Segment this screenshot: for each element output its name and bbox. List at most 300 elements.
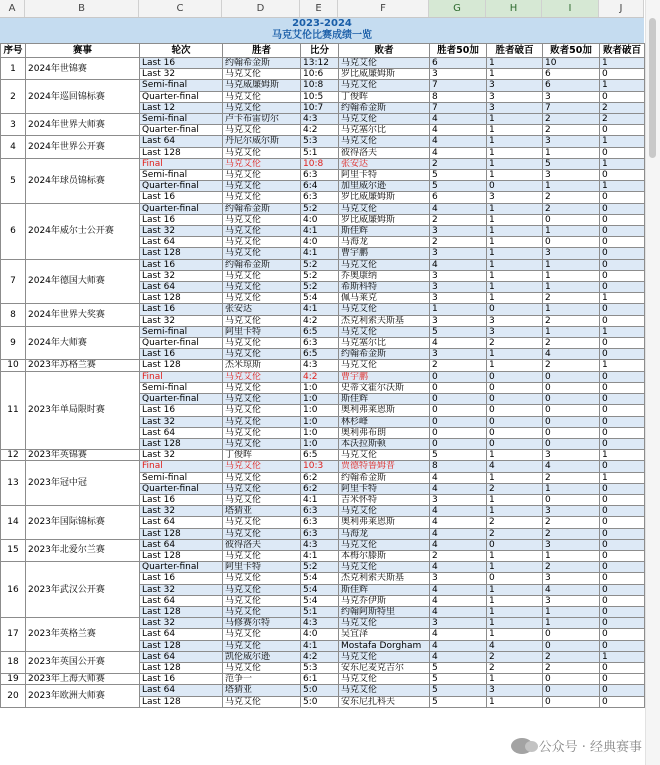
loser-century-cell[interactable]: 1 bbox=[600, 136, 645, 147]
score-cell[interactable]: 1:0 bbox=[301, 394, 339, 405]
event-name[interactable]: 2023年上海大师赛 bbox=[26, 674, 140, 685]
loser-century-cell[interactable]: 0 bbox=[600, 315, 645, 326]
loser-cell[interactable]: 丁俊晖 bbox=[339, 91, 430, 102]
winner-50plus-cell[interactable]: 4 bbox=[430, 136, 487, 147]
loser-50plus-cell[interactable]: 3 bbox=[543, 573, 600, 584]
winner-50plus-cell[interactable]: 4 bbox=[430, 147, 487, 158]
winner-50plus-cell[interactable]: 3 bbox=[430, 315, 487, 326]
winner-50plus-cell[interactable]: 3 bbox=[430, 226, 487, 237]
loser-century-cell[interactable]: 0 bbox=[600, 416, 645, 427]
winner-century-cell[interactable]: 0 bbox=[487, 394, 543, 405]
round-cell[interactable]: Last 128 bbox=[140, 606, 223, 617]
event-number[interactable]: 18 bbox=[1, 651, 26, 673]
winner-50plus-cell[interactable]: 8 bbox=[430, 91, 487, 102]
score-cell[interactable]: 4:1 bbox=[301, 248, 339, 259]
event-name[interactable]: 2023年英国公开赛 bbox=[26, 651, 140, 673]
round-cell[interactable]: Last 16 bbox=[140, 573, 223, 584]
winner-century-cell[interactable]: 1 bbox=[487, 674, 543, 685]
loser-cell[interactable]: 马克艾伦 bbox=[339, 58, 430, 69]
event-number[interactable]: 6 bbox=[1, 203, 26, 259]
loser-cell[interactable]: 马克艾伦 bbox=[339, 562, 430, 573]
loser-century-cell[interactable]: 0 bbox=[600, 371, 645, 382]
winner-cell[interactable]: 马克艾伦 bbox=[223, 315, 301, 326]
loser-cell[interactable]: 曹宇鹏 bbox=[339, 248, 430, 259]
winner-50plus-cell[interactable]: 7 bbox=[430, 80, 487, 91]
winner-cell[interactable]: 马克艾伦 bbox=[223, 662, 301, 673]
winner-50plus-cell[interactable]: 3 bbox=[430, 270, 487, 281]
round-cell[interactable]: Quarter-final bbox=[140, 91, 223, 102]
score-cell[interactable]: 6:3 bbox=[301, 506, 339, 517]
loser-50plus-cell[interactable]: 7 bbox=[543, 102, 600, 113]
event-number[interactable]: 19 bbox=[1, 674, 26, 685]
loser-50plus-cell[interactable]: 3 bbox=[543, 506, 600, 517]
event-number[interactable]: 16 bbox=[1, 562, 26, 618]
score-cell[interactable]: 6:4 bbox=[301, 181, 339, 192]
winner-century-cell[interactable]: 1 bbox=[487, 203, 543, 214]
winner-century-cell[interactable]: 3 bbox=[487, 326, 543, 337]
winner-cell[interactable]: 马克艾伦 bbox=[223, 629, 301, 640]
loser-cell[interactable]: 杰克利索夫斯基 bbox=[339, 315, 430, 326]
loser-century-cell[interactable]: 0 bbox=[600, 483, 645, 494]
loser-50plus-cell[interactable]: 1 bbox=[543, 606, 600, 617]
winner-century-cell[interactable]: 1 bbox=[487, 237, 543, 248]
loser-50plus-cell[interactable]: 0 bbox=[543, 382, 600, 393]
loser-century-cell[interactable]: 0 bbox=[600, 91, 645, 102]
winner-cell[interactable]: 马克艾伦 bbox=[223, 371, 301, 382]
loser-50plus-cell[interactable]: 3 bbox=[543, 595, 600, 606]
loser-century-cell[interactable]: 0 bbox=[600, 517, 645, 528]
round-cell[interactable]: Last 16 bbox=[140, 214, 223, 225]
score-cell[interactable]: 5:4 bbox=[301, 293, 339, 304]
loser-century-cell[interactable]: 0 bbox=[600, 584, 645, 595]
score-cell[interactable]: 6:2 bbox=[301, 483, 339, 494]
score-cell[interactable]: 5:4 bbox=[301, 595, 339, 606]
round-cell[interactable]: Last 128 bbox=[140, 147, 223, 158]
score-cell[interactable]: 6:1 bbox=[301, 674, 339, 685]
winner-cell[interactable]: 马修赛尔特 bbox=[223, 618, 301, 629]
loser-cell[interactable]: 马克乔伊斯 bbox=[339, 595, 430, 606]
winner-cell[interactable]: 丹尼尔威尔斯 bbox=[223, 136, 301, 147]
round-cell[interactable]: Quarter-final bbox=[140, 394, 223, 405]
score-cell[interactable]: 4:0 bbox=[301, 237, 339, 248]
event-number[interactable]: 2 bbox=[1, 80, 26, 114]
event-name[interactable]: 2024年球员锦标赛 bbox=[26, 158, 140, 203]
round-cell[interactable]: Last 64 bbox=[140, 595, 223, 606]
loser-century-cell[interactable]: 0 bbox=[600, 618, 645, 629]
loser-cell[interactable]: 史蒂文霍尔沃斯 bbox=[339, 382, 430, 393]
loser-century-cell[interactable]: 0 bbox=[600, 606, 645, 617]
loser-50plus-cell[interactable]: 1 bbox=[543, 483, 600, 494]
winner-century-cell[interactable]: 4 bbox=[487, 640, 543, 651]
round-cell[interactable]: Last 16 bbox=[140, 58, 223, 69]
loser-cell[interactable]: 阿里卡特 bbox=[339, 483, 430, 494]
loser-50plus-cell[interactable]: 0 bbox=[543, 405, 600, 416]
event-name[interactable]: 2023年苏格兰赛 bbox=[26, 360, 140, 371]
winner-50plus-cell[interactable]: 3 bbox=[430, 618, 487, 629]
winner-cell[interactable]: 马克艾伦 bbox=[223, 192, 301, 203]
winner-century-cell[interactable]: 1 bbox=[487, 550, 543, 561]
winner-cell[interactable]: 马克艾伦 bbox=[223, 606, 301, 617]
loser-cell[interactable]: 彼得洛夫 bbox=[339, 147, 430, 158]
event-name[interactable]: 2023年北爱尔兰赛 bbox=[26, 539, 140, 561]
score-cell[interactable]: 4:2 bbox=[301, 651, 339, 662]
round-cell[interactable]: Last 64 bbox=[140, 136, 223, 147]
winner-50plus-cell[interactable]: 0 bbox=[430, 438, 487, 449]
loser-cell[interactable]: 罗比威廉姆斯 bbox=[339, 214, 430, 225]
score-cell[interactable]: 6:3 bbox=[301, 528, 339, 539]
winner-cell[interactable]: 马克艾伦 bbox=[223, 550, 301, 561]
round-cell[interactable]: Last 32 bbox=[140, 618, 223, 629]
winner-cell[interactable]: 马克艾伦 bbox=[223, 248, 301, 259]
loser-50plus-cell[interactable]: 2 bbox=[543, 562, 600, 573]
event-number[interactable]: 3 bbox=[1, 114, 26, 136]
loser-cell[interactable]: 马克艾伦 bbox=[339, 450, 430, 461]
winner-50plus-cell[interactable]: 5 bbox=[430, 696, 487, 707]
round-cell[interactable]: Last 64 bbox=[140, 651, 223, 662]
loser-century-cell[interactable]: 0 bbox=[600, 394, 645, 405]
winner-50plus-cell[interactable]: 0 bbox=[430, 382, 487, 393]
winner-50plus-cell[interactable]: 2 bbox=[430, 550, 487, 561]
loser-cell[interactable]: 马克塞尔比 bbox=[339, 338, 430, 349]
event-name[interactable]: 2023年单局限时赛 bbox=[26, 371, 140, 449]
loser-cell[interactable]: 林杉峰 bbox=[339, 416, 430, 427]
winner-cell[interactable]: 马克艾伦 bbox=[223, 237, 301, 248]
score-cell[interactable]: 5:4 bbox=[301, 584, 339, 595]
loser-century-cell[interactable]: 0 bbox=[600, 214, 645, 225]
winner-century-cell[interactable]: 0 bbox=[487, 371, 543, 382]
loser-50plus-cell[interactable]: 0 bbox=[543, 416, 600, 427]
round-cell[interactable]: Last 64 bbox=[140, 237, 223, 248]
loser-cell[interactable]: 马克艾伦 bbox=[339, 259, 430, 270]
round-cell[interactable]: Last 16 bbox=[140, 192, 223, 203]
column-letter-E[interactable]: E bbox=[300, 0, 338, 17]
winner-50plus-cell[interactable]: 4 bbox=[430, 640, 487, 651]
loser-century-cell[interactable]: 1 bbox=[600, 58, 645, 69]
event-number[interactable]: 17 bbox=[1, 618, 26, 652]
loser-century-cell[interactable]: 1 bbox=[600, 472, 645, 483]
loser-century-cell[interactable]: 0 bbox=[600, 382, 645, 393]
winner-cell[interactable]: 马克艾伦 bbox=[223, 102, 301, 113]
winner-cell[interactable]: 马克艾伦 bbox=[223, 394, 301, 405]
round-cell[interactable]: Last 128 bbox=[140, 293, 223, 304]
loser-50plus-cell[interactable]: 0 bbox=[543, 438, 600, 449]
winner-50plus-cell[interactable]: 4 bbox=[430, 203, 487, 214]
score-cell[interactable]: 4:0 bbox=[301, 629, 339, 640]
winner-cell[interactable]: 阿里卡特 bbox=[223, 562, 301, 573]
loser-cell[interactable]: 约翰希金斯 bbox=[339, 102, 430, 113]
winner-50plus-cell[interactable]: 7 bbox=[430, 102, 487, 113]
score-cell[interactable]: 4:2 bbox=[301, 125, 339, 136]
loser-50plus-cell[interactable]: 3 bbox=[543, 539, 600, 550]
winner-century-cell[interactable]: 0 bbox=[487, 304, 543, 315]
winner-century-cell[interactable]: 3 bbox=[487, 192, 543, 203]
loser-50plus-cell[interactable]: 3 bbox=[543, 450, 600, 461]
score-cell[interactable]: 5:4 bbox=[301, 573, 339, 584]
round-cell[interactable]: Last 32 bbox=[140, 226, 223, 237]
loser-cell[interactable]: 马克艾伦 bbox=[339, 136, 430, 147]
round-cell[interactable]: Last 128 bbox=[140, 696, 223, 707]
round-cell[interactable]: Last 64 bbox=[140, 282, 223, 293]
score-cell[interactable]: 6:3 bbox=[301, 338, 339, 349]
winner-cell[interactable]: 卢卡布雷切尔 bbox=[223, 114, 301, 125]
score-cell[interactable]: 4:2 bbox=[301, 371, 339, 382]
winner-cell[interactable]: 马克艾伦 bbox=[223, 528, 301, 539]
winner-cell[interactable]: 马克艾伦 bbox=[223, 147, 301, 158]
loser-cell[interactable]: 吉米怀特 bbox=[339, 494, 430, 505]
winner-century-cell[interactable]: 1 bbox=[487, 506, 543, 517]
loser-50plus-cell[interactable]: 10 bbox=[543, 58, 600, 69]
round-cell[interactable]: Last 32 bbox=[140, 315, 223, 326]
round-cell[interactable]: Last 32 bbox=[140, 506, 223, 517]
winner-50plus-cell[interactable]: 0 bbox=[430, 371, 487, 382]
winner-50plus-cell[interactable]: 5 bbox=[430, 181, 487, 192]
event-number[interactable]: 9 bbox=[1, 326, 26, 360]
winner-century-cell[interactable]: 1 bbox=[487, 360, 543, 371]
event-name[interactable]: 2024年世锦赛 bbox=[26, 58, 140, 80]
loser-50plus-cell[interactable]: 0 bbox=[543, 394, 600, 405]
winner-cell[interactable]: 马克艾伦 bbox=[223, 640, 301, 651]
winner-50plus-cell[interactable]: 3 bbox=[430, 573, 487, 584]
round-cell[interactable]: Last 128 bbox=[140, 248, 223, 259]
score-cell[interactable]: 5:3 bbox=[301, 662, 339, 673]
winner-50plus-cell[interactable]: 2 bbox=[430, 237, 487, 248]
loser-cell[interactable]: 马克艾伦 bbox=[339, 539, 430, 550]
loser-century-cell[interactable]: 0 bbox=[600, 461, 645, 472]
winner-50plus-cell[interactable]: 8 bbox=[430, 461, 487, 472]
score-cell[interactable]: 10:6 bbox=[301, 69, 339, 80]
loser-50plus-cell[interactable]: 0 bbox=[543, 629, 600, 640]
loser-50plus-cell[interactable]: 0 bbox=[543, 674, 600, 685]
loser-cell[interactable]: 安东尼麦克吉尔 bbox=[339, 662, 430, 673]
winner-cell[interactable]: 约翰希金斯 bbox=[223, 58, 301, 69]
loser-century-cell[interactable]: 0 bbox=[600, 506, 645, 517]
winner-cell[interactable]: 马克艾伦 bbox=[223, 170, 301, 181]
winner-cell[interactable]: 马克艾伦 bbox=[223, 416, 301, 427]
event-number[interactable]: 11 bbox=[1, 371, 26, 449]
loser-century-cell[interactable]: 1 bbox=[600, 326, 645, 337]
loser-cell[interactable]: 奥利弗布朗 bbox=[339, 427, 430, 438]
round-cell[interactable]: Last 16 bbox=[140, 405, 223, 416]
event-number[interactable]: 8 bbox=[1, 304, 26, 326]
winner-cell[interactable]: 马克艾伦 bbox=[223, 472, 301, 483]
loser-century-cell[interactable]: 0 bbox=[600, 170, 645, 181]
event-name[interactable]: 2023年英锦赛 bbox=[26, 450, 140, 461]
column-letter-B[interactable]: B bbox=[25, 0, 139, 17]
score-cell[interactable]: 5:2 bbox=[301, 282, 339, 293]
winner-50plus-cell[interactable]: 5 bbox=[430, 685, 487, 696]
loser-cell[interactable]: 斯佳辉 bbox=[339, 584, 430, 595]
round-cell[interactable]: Last 32 bbox=[140, 69, 223, 80]
loser-cell[interactable]: 本梅尔滕斯 bbox=[339, 550, 430, 561]
loser-cell[interactable]: 阿里卡特 bbox=[339, 170, 430, 181]
loser-50plus-cell[interactable]: 3 bbox=[543, 170, 600, 181]
loser-cell[interactable]: 马克艾伦 bbox=[339, 80, 430, 91]
loser-century-cell[interactable]: 0 bbox=[600, 270, 645, 281]
column-letter-A[interactable]: A bbox=[0, 0, 25, 17]
event-name[interactable]: 2024年大师赛 bbox=[26, 326, 140, 360]
column-letter-D[interactable]: D bbox=[222, 0, 300, 17]
event-number[interactable]: 1 bbox=[1, 58, 26, 80]
winner-century-cell[interactable]: 1 bbox=[487, 293, 543, 304]
winner-50plus-cell[interactable]: 5 bbox=[430, 674, 487, 685]
winner-century-cell[interactable]: 1 bbox=[487, 147, 543, 158]
loser-century-cell[interactable]: 1 bbox=[600, 293, 645, 304]
winner-50plus-cell[interactable]: 0 bbox=[430, 427, 487, 438]
loser-century-cell[interactable]: 0 bbox=[600, 259, 645, 270]
winner-cell[interactable]: 杰米琼斯 bbox=[223, 360, 301, 371]
event-number[interactable]: 12 bbox=[1, 450, 26, 461]
event-name[interactable]: 2024年世界大奖赛 bbox=[26, 304, 140, 326]
winner-century-cell[interactable]: 0 bbox=[487, 573, 543, 584]
winner-cell[interactable]: 马克艾伦 bbox=[223, 282, 301, 293]
loser-50plus-cell[interactable]: 2 bbox=[543, 293, 600, 304]
winner-cell[interactable]: 约翰希金斯 bbox=[223, 259, 301, 270]
round-cell[interactable]: Last 64 bbox=[140, 427, 223, 438]
loser-century-cell[interactable]: 2 bbox=[600, 102, 645, 113]
loser-century-cell[interactable]: 1 bbox=[600, 360, 645, 371]
winner-50plus-cell[interactable]: 2 bbox=[430, 158, 487, 169]
event-number[interactable]: 7 bbox=[1, 259, 26, 304]
round-cell[interactable]: Last 32 bbox=[140, 270, 223, 281]
loser-century-cell[interactable]: 0 bbox=[600, 349, 645, 360]
winner-cell[interactable]: 马克艾伦 bbox=[223, 573, 301, 584]
event-number[interactable]: 13 bbox=[1, 461, 26, 506]
loser-century-cell[interactable]: 0 bbox=[600, 237, 645, 248]
loser-cell[interactable]: 奥利弗莱恩斯 bbox=[339, 405, 430, 416]
loser-50plus-cell[interactable]: 0 bbox=[543, 371, 600, 382]
winner-century-cell[interactable]: 0 bbox=[487, 438, 543, 449]
winner-cell[interactable]: 范争一 bbox=[223, 674, 301, 685]
event-name[interactable]: 2024年世界公开赛 bbox=[26, 136, 140, 158]
winner-century-cell[interactable]: 3 bbox=[487, 91, 543, 102]
loser-50plus-cell[interactable]: 2 bbox=[543, 203, 600, 214]
loser-cell[interactable]: 奥利弗莱恩斯 bbox=[339, 517, 430, 528]
winner-cell[interactable]: 马克艾伦 bbox=[223, 158, 301, 169]
round-cell[interactable]: Quarter-final bbox=[140, 125, 223, 136]
winner-cell[interactable]: 马克艾伦 bbox=[223, 270, 301, 281]
loser-cell[interactable]: 斯佳辉 bbox=[339, 226, 430, 237]
round-cell[interactable]: Quarter-final bbox=[140, 483, 223, 494]
winner-50plus-cell[interactable]: 4 bbox=[430, 539, 487, 550]
score-cell[interactable]: 5:2 bbox=[301, 562, 339, 573]
loser-50plus-cell[interactable]: 1 bbox=[543, 147, 600, 158]
winner-century-cell[interactable]: 2 bbox=[487, 338, 543, 349]
winner-century-cell[interactable]: 1 bbox=[487, 214, 543, 225]
winner-50plus-cell[interactable]: 4 bbox=[430, 629, 487, 640]
loser-cell[interactable]: 乔奥康纳 bbox=[339, 270, 430, 281]
loser-50plus-cell[interactable]: 6 bbox=[543, 69, 600, 80]
loser-50plus-cell[interactable]: 2 bbox=[543, 528, 600, 539]
score-cell[interactable]: 6:3 bbox=[301, 170, 339, 181]
winner-century-cell[interactable]: 1 bbox=[487, 562, 543, 573]
loser-50plus-cell[interactable]: 3 bbox=[543, 248, 600, 259]
loser-50plus-cell[interactable]: 2 bbox=[543, 360, 600, 371]
score-cell[interactable]: 5:2 bbox=[301, 270, 339, 281]
event-name[interactable]: 2023年冠中冠 bbox=[26, 461, 140, 506]
round-cell[interactable]: Last 128 bbox=[140, 550, 223, 561]
loser-century-cell[interactable]: 0 bbox=[600, 192, 645, 203]
score-cell[interactable]: 6:3 bbox=[301, 517, 339, 528]
round-cell[interactable]: Quarter-final bbox=[140, 562, 223, 573]
winner-50plus-cell[interactable]: 3 bbox=[430, 349, 487, 360]
loser-century-cell[interactable]: 0 bbox=[600, 685, 645, 696]
loser-50plus-cell[interactable]: 2 bbox=[543, 315, 600, 326]
loser-cell[interactable]: 约翰阿斯特里 bbox=[339, 606, 430, 617]
round-cell[interactable]: Last 64 bbox=[140, 517, 223, 528]
loser-century-cell[interactable]: 0 bbox=[600, 674, 645, 685]
winner-cell[interactable]: 马克艾伦 bbox=[223, 584, 301, 595]
round-cell[interactable]: Last 128 bbox=[140, 640, 223, 651]
winner-century-cell[interactable]: 1 bbox=[487, 618, 543, 629]
loser-cell[interactable]: 马海龙 bbox=[339, 237, 430, 248]
winner-century-cell[interactable]: 1 bbox=[487, 472, 543, 483]
winner-century-cell[interactable]: 1 bbox=[487, 494, 543, 505]
loser-century-cell[interactable]: 1 bbox=[600, 158, 645, 169]
round-cell[interactable]: Semi-final bbox=[140, 170, 223, 181]
score-cell[interactable]: 10:8 bbox=[301, 158, 339, 169]
winner-cell[interactable]: 凯伦威尔逊 bbox=[223, 651, 301, 662]
score-cell[interactable]: 4:1 bbox=[301, 304, 339, 315]
winner-cell[interactable]: 马克艾伦 bbox=[223, 226, 301, 237]
winner-cell[interactable]: 马克艾伦 bbox=[223, 293, 301, 304]
loser-century-cell[interactable]: 1 bbox=[600, 450, 645, 461]
loser-century-cell[interactable]: 0 bbox=[600, 528, 645, 539]
loser-50plus-cell[interactable]: 3 bbox=[543, 91, 600, 102]
round-cell[interactable]: Semi-final bbox=[140, 114, 223, 125]
winner-cell[interactable]: 丁俊晖 bbox=[223, 450, 301, 461]
loser-cell[interactable]: 曹宇鹏 bbox=[339, 371, 430, 382]
winner-50plus-cell[interactable]: 3 bbox=[430, 293, 487, 304]
loser-cell[interactable]: 马克艾伦 bbox=[339, 674, 430, 685]
round-cell[interactable]: Final bbox=[140, 371, 223, 382]
event-name[interactable]: 2023年国际锦标赛 bbox=[26, 506, 140, 540]
winner-cell[interactable]: 马克艾伦 bbox=[223, 405, 301, 416]
winner-50plus-cell[interactable]: 1 bbox=[430, 304, 487, 315]
loser-cell[interactable]: 马克艾伦 bbox=[339, 326, 430, 337]
winner-century-cell[interactable]: 4 bbox=[487, 461, 543, 472]
event-number[interactable]: 5 bbox=[1, 158, 26, 203]
score-cell[interactable]: 4:3 bbox=[301, 539, 339, 550]
loser-century-cell[interactable]: 0 bbox=[600, 226, 645, 237]
winner-cell[interactable]: 马克艾伦 bbox=[223, 125, 301, 136]
winner-century-cell[interactable]: 1 bbox=[487, 170, 543, 181]
loser-century-cell[interactable]: 0 bbox=[600, 595, 645, 606]
column-letter-C[interactable]: C bbox=[139, 0, 222, 17]
score-cell[interactable]: 1:0 bbox=[301, 405, 339, 416]
loser-cell[interactable]: 吴宜泽 bbox=[339, 629, 430, 640]
loser-50plus-cell[interactable]: 1 bbox=[543, 282, 600, 293]
round-cell[interactable]: Last 16 bbox=[140, 494, 223, 505]
loser-cell[interactable]: 加里威尔逊 bbox=[339, 181, 430, 192]
winner-cell[interactable]: 塔猜亚 bbox=[223, 685, 301, 696]
score-cell[interactable]: 5:1 bbox=[301, 147, 339, 158]
winner-cell[interactable]: 彼得洛夫 bbox=[223, 539, 301, 550]
winner-50plus-cell[interactable]: 4 bbox=[430, 483, 487, 494]
round-cell[interactable]: Last 32 bbox=[140, 584, 223, 595]
score-cell[interactable]: 5:1 bbox=[301, 606, 339, 617]
round-cell[interactable]: Last 128 bbox=[140, 438, 223, 449]
winner-50plus-cell[interactable]: 6 bbox=[430, 58, 487, 69]
winner-century-cell[interactable]: 1 bbox=[487, 629, 543, 640]
score-cell[interactable]: 6:5 bbox=[301, 349, 339, 360]
winner-century-cell[interactable]: 1 bbox=[487, 158, 543, 169]
loser-50plus-cell[interactable]: 1 bbox=[543, 304, 600, 315]
round-cell[interactable]: Last 16 bbox=[140, 304, 223, 315]
event-name[interactable]: 2023年武汉公开赛 bbox=[26, 562, 140, 618]
loser-cell[interactable]: 马克艾伦 bbox=[339, 685, 430, 696]
loser-50plus-cell[interactable]: 2 bbox=[543, 651, 600, 662]
winner-century-cell[interactable]: 1 bbox=[487, 584, 543, 595]
